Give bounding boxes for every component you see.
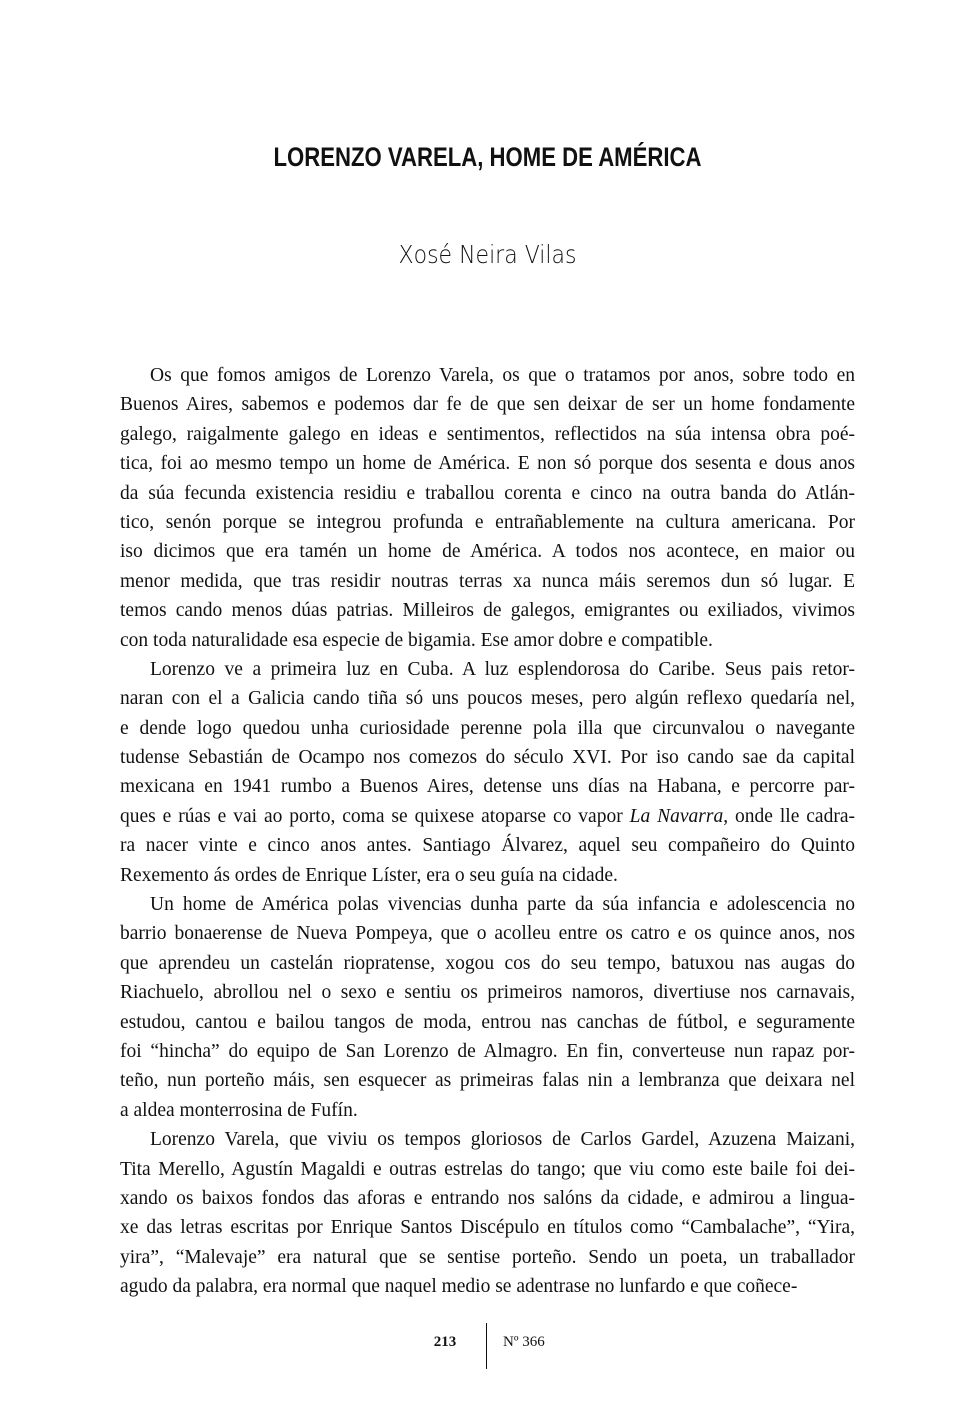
text-line: a aldea monterrosina de Fufín. [120, 1099, 358, 1121]
text-segment: ques e rúas e vai ao porto, coma se quixese atoparse co vapor [120, 805, 630, 827]
paragraph [120, 361, 855, 655]
text-line: naran con el a Galicia cando tiña só uns poucos meses, pero algún reflexo quedaría nel, [120, 688, 855, 710]
article-author: Xosé Neira Vilas [398, 240, 577, 269]
text-line: da súa fecunda existencia residiu e traballou corenta e cinco na outra banda do Atlán- [120, 482, 855, 504]
footer-divider [486, 1323, 487, 1369]
text-line: barrio bonaerense de Nueva Pompeya, que o acolleu entre os catro e os quince anos, nos [120, 923, 855, 945]
text-line: menor medida, que tras residir noutras terras xa nunca máis seremos dun só lugar. E [120, 570, 855, 592]
text-line: estudou, cantou e bailou tangos de moda, entrou nas canchas de fútbol, e seguramente [120, 1011, 855, 1033]
text-line: iso dicimos que era tamén un home de América. A todos nos acontece, en maior ou [120, 541, 855, 563]
text-segment: , onde lle cadra- [723, 805, 855, 827]
text-line: Buenos Aires, sabemos e podemos dar fe de que sen deixar de ser un home fondamente [120, 394, 855, 416]
text-line: con toda naturalidade esa especie de bigamia. Ese amor dobre e compatible. [120, 629, 713, 651]
text-line: que aprendeu un castelán riopratense, xogou cos do seu tempo, batuxou nas augas do [120, 952, 855, 974]
text-line: yira”, “Malevaje” era natural que se sentise porteño. Sendo un poeta, un traballador [120, 1246, 855, 1268]
text-line: mexicana en 1941 rumbo a Buenos Aires, detense uns días na Habana, e percorre par- [120, 776, 855, 798]
text-line: tica, foi ao mesmo tempo un home de América. E non só porque dos sesenta e dous anos [120, 453, 855, 475]
text-line: foi “hincha” do equipo de San Lorenzo de Almagro. En fin, converteuse nun rapaz por- [120, 1040, 855, 1062]
ship-name: La Navarra [629, 805, 724, 827]
text-line: e dende logo quedou unha curiosidade perenne pola illa que circunvalou o navegante [120, 717, 855, 739]
paragraph [120, 655, 855, 890]
text-line: temos cando menos dúas patrias. Milleiros de galegos, emigrantes ou exiliados, vivimos [120, 600, 855, 622]
article-title: LORENZO VARELA, HOME DE AMÉRICA [273, 142, 702, 172]
text-line: Os que fomos amigos de Lorenzo Varela, os que o tratamos por anos, sobre todo en [150, 365, 855, 386]
text-line: agudo da palabra, era normal que naquel medio se adentrase no lunfardo e que coñece- [120, 1276, 798, 1298]
text-line: teño, nun porteño máis, sen esquecer as primeiras falas nin a lembranza que deixara nel [120, 1070, 855, 1092]
paragraph [120, 890, 855, 1125]
text-line [120, 802, 855, 831]
text-line: Lorenzo ve a primeira luz en Cuba. A luz esplendorosa do Caribe. Seus pais retor- [150, 658, 855, 680]
issue-number: Nº 366 [503, 1334, 545, 1350]
text-line: xando os baixos fondos das aforas e entrando nos salóns da cidade, e admirou a lingua- [120, 1187, 855, 1209]
text-line: galego, raigalmente galego en ideas e sentimentos, reflectidos na súa intensa obra poé- [120, 423, 855, 445]
text-line: tico, senón porque se integrou profunda e entrañablemente na cultura americana. Por [120, 511, 855, 533]
text-line: ra nacer vinte e cinco anos antes. Santiago Álvarez, aquel seu compañeiro do Quinto [120, 835, 855, 857]
text-line: Tita Merello, Agustín Magaldi e outras estrelas do tango; que viu como este baile foi dei- [120, 1158, 855, 1180]
paragraph [120, 1125, 855, 1301]
text-line: Un home de América polas vivencias dunha parte da súa infancia e adolescencia no [150, 894, 855, 916]
text-line: Rexemento ás ordes de Enrique Líster, era o seu guía na cidade. [120, 864, 618, 886]
page-number: 213 [433, 1334, 457, 1350]
text-line: xe das letras escritas por Enrique Santos Discépulo en títulos como “Cambalache”, “Yira, [120, 1217, 855, 1239]
text-line: Lorenzo Varela, que viviu os tempos gloriosos de Carlos Gardel, Azuzena Maizani, [150, 1129, 855, 1151]
text-line: tudense Sebastián de Ocampo nos comezos do século XVI. Por iso cando sae da capital [120, 747, 855, 769]
text-line: Riachuelo, abrollou nel o sexo e sentiu os primeiros namoros, divertiuse nos carnavais, [120, 982, 855, 1004]
article-body [120, 361, 855, 1302]
